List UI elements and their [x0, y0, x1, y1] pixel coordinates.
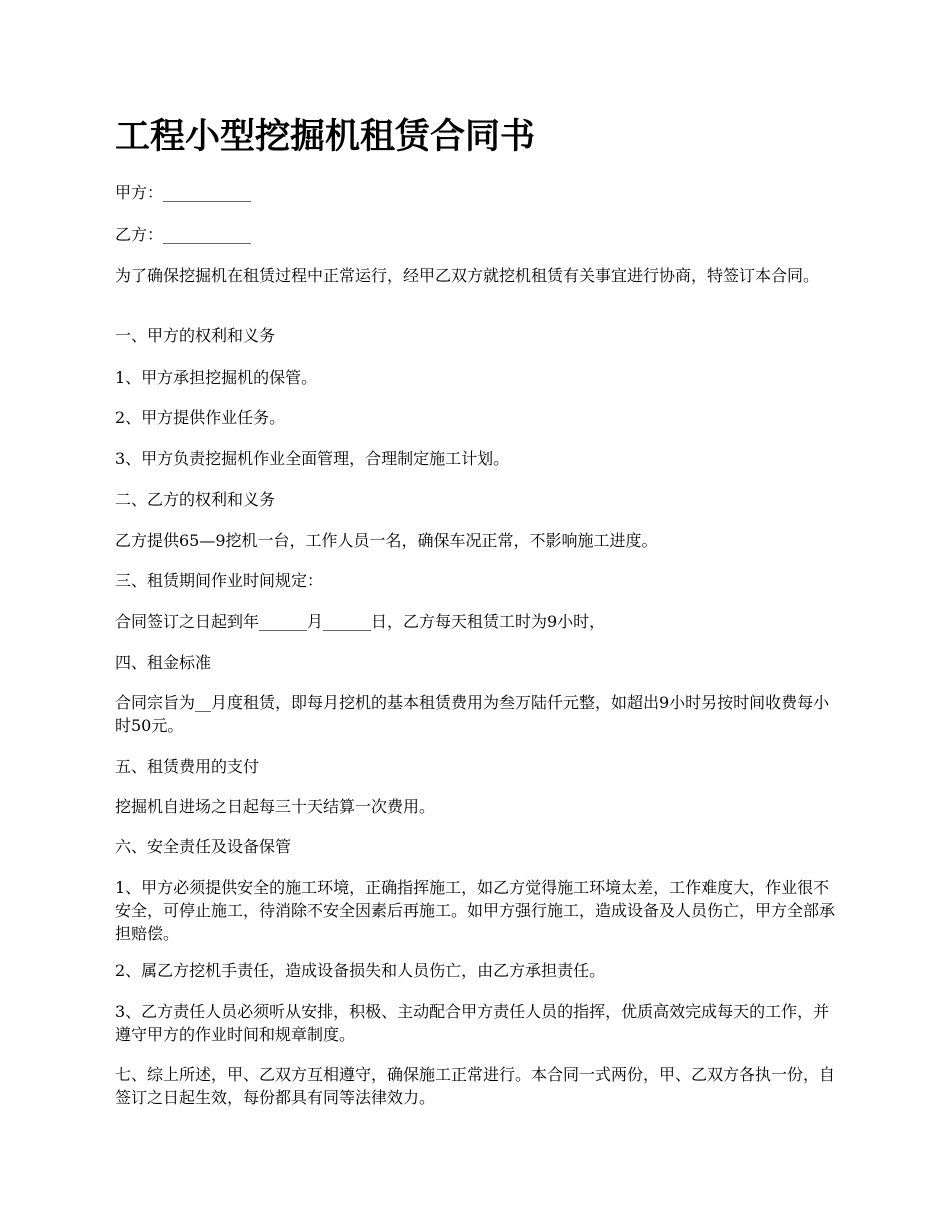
closing-paragraph: 七、综上所述，甲、乙双方互相遵守，确保施工正常进行。本合同一式两份，甲、乙双方各执一份，自签订之日起生效，每份都具有同等法律效力。: [115, 1065, 836, 1107]
intro-paragraph: 为了确保挖掘机在租赁过程中正常运行，经甲乙双方就挖机租赁有关事宜进行协商，特签订本合同。: [115, 266, 820, 285]
document-title: 工程小型挖掘机租赁合同书: [115, 117, 536, 157]
section-heading: 四、租金标准: [115, 653, 212, 672]
clause-paragraph: 乙方提供65—9挖机一台，工作人员一名，确保车况正常，不影响施工进度。: [115, 531, 658, 550]
section-heading: 三、租赁期间作业时间规定：: [115, 571, 324, 590]
section-heading: 五、租赁费用的支付: [115, 757, 260, 776]
clause-paragraph: 3、乙方责任人员必须听从安排，积极、主动配合甲方责任人员的指挥，优质高效完成每天的工作，并遵守甲方的作业时间和规章制度。: [115, 1002, 830, 1044]
clause-paragraph: 合同签订之日起到年______月______日，乙方每天租赁工时为9小时，: [115, 612, 606, 631]
section-heading: 六、安全责任及设备保管: [115, 837, 292, 856]
party-a-line: 甲方：___________: [115, 183, 252, 202]
clause-paragraph: 1、甲方必须提供安全的施工环境，正确指挥施工，如乙方觉得施工环境太差，工作难度大，作业很不安全，可停止施工，待消除不安全因素后再施工。如甲方强行施工，造成设备及人员伤亡，甲方全部承担赔偿。: [115, 878, 836, 943]
clause-paragraph: 1、甲方承担挖掘机的保管。: [115, 368, 318, 387]
section-heading: 二、乙方的权利和义务: [115, 490, 276, 509]
clause-paragraph: 合同宗旨为__月度租赁，即每月挖机的基本租赁费用为叁万陆仟元整，如超出9小时另按时间收费每小时50元。: [115, 693, 830, 735]
section-heading: 一、甲方的权利和义务: [115, 326, 276, 345]
party-b-line: 乙方：___________: [115, 225, 252, 244]
clause-paragraph: 2、属乙方挖机手责任，造成设备损失和人员伤亡，由乙方承担责任。: [115, 961, 606, 980]
clause-paragraph: 3、甲方负责挖掘机作业全面管理，合理制定施工计划。: [115, 449, 510, 468]
clause-paragraph: 挖掘机自进场之日起每三十天结算一次费用。: [115, 797, 436, 816]
clause-paragraph: 2、甲方提供作业任务。: [115, 408, 286, 427]
